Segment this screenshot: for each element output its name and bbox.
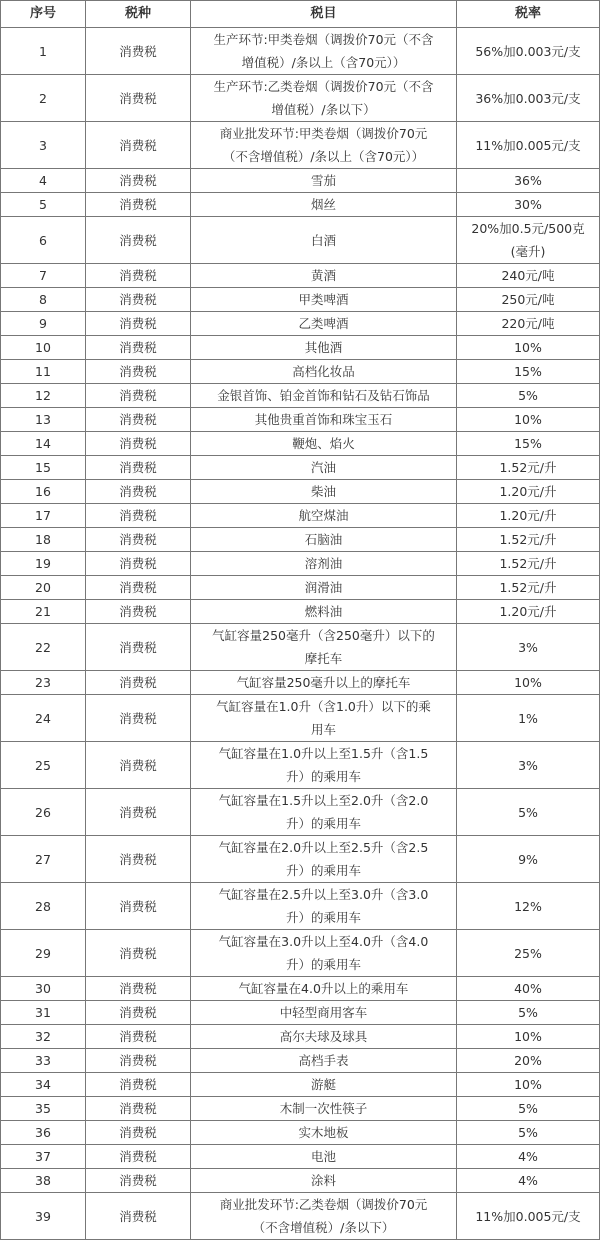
cell-index: 31 — [1, 1001, 86, 1025]
cell-index: 6 — [1, 217, 86, 264]
cell-tax-rate: 36% — [457, 169, 600, 193]
table-row — [1, 930, 600, 977]
table-row — [1, 528, 600, 552]
cell-tax-type: 消费税 — [86, 456, 191, 480]
cell-tax-item: 鞭炮、焰火 — [191, 432, 457, 456]
cell-tax-item: 实木地板 — [191, 1121, 457, 1145]
cell-index: 24 — [1, 695, 86, 742]
cell-tax-item: 其他贵重首饰和珠宝玉石 — [191, 408, 457, 432]
cell-index: 25 — [1, 742, 86, 789]
table-row — [1, 1193, 600, 1240]
cell-index: 17 — [1, 504, 86, 528]
table-row — [1, 671, 600, 695]
cell-index: 38 — [1, 1169, 86, 1193]
cell-tax-type: 消费税 — [86, 336, 191, 360]
table-row — [1, 1097, 600, 1121]
table-row — [1, 384, 600, 408]
cell-index: 26 — [1, 789, 86, 836]
cell-tax-type: 消费税 — [86, 1193, 191, 1240]
table-row — [1, 600, 600, 624]
cell-tax-rate: 3% — [457, 624, 600, 671]
cell-tax-item: 汽油 — [191, 456, 457, 480]
cell-tax-type: 消费税 — [86, 504, 191, 528]
cell-tax-rate: 20%加0.5元/500克 (毫升) — [457, 217, 600, 264]
table-row — [1, 28, 600, 75]
cell-tax-item: 烟丝 — [191, 193, 457, 217]
cell-tax-type: 消费税 — [86, 1169, 191, 1193]
cell-tax-type: 消费税 — [86, 432, 191, 456]
cell-tax-item: 木制一次性筷子 — [191, 1097, 457, 1121]
cell-tax-item: 金银首饰、铂金首饰和钻石及钻石饰品 — [191, 384, 457, 408]
cell-tax-type: 消费税 — [86, 288, 191, 312]
cell-tax-item: 润滑油 — [191, 576, 457, 600]
table-row — [1, 789, 600, 836]
cell-tax-type: 消费税 — [86, 836, 191, 883]
table-row — [1, 742, 600, 789]
header-tax-item: 税目 — [191, 1, 457, 28]
cell-tax-rate: 36%加0.003元/支 — [457, 75, 600, 122]
cell-tax-type: 消费税 — [86, 312, 191, 336]
table-row — [1, 432, 600, 456]
cell-tax-rate: 250元/吨 — [457, 288, 600, 312]
cell-tax-item: 甲类啤酒 — [191, 288, 457, 312]
cell-tax-rate: 5% — [457, 1121, 600, 1145]
cell-tax-item: 黄酒 — [191, 264, 457, 288]
cell-tax-rate: 3% — [457, 742, 600, 789]
cell-tax-rate: 11%加0.005元/支 — [457, 122, 600, 169]
cell-tax-item: 生产环节:甲类卷烟（调拨价70元（不含 增值税）/条以上（含70元）） — [191, 28, 457, 75]
cell-tax-item: 电池 — [191, 1145, 457, 1169]
cell-tax-type: 消费税 — [86, 1001, 191, 1025]
cell-tax-type: 消费税 — [86, 552, 191, 576]
cell-tax-item: 中轻型商用客车 — [191, 1001, 457, 1025]
cell-index: 16 — [1, 480, 86, 504]
cell-tax-rate: 4% — [457, 1145, 600, 1169]
cell-tax-item: 生产环节:乙类卷烟（调拨价70元（不含 增值税）/条以下） — [191, 75, 457, 122]
cell-tax-rate: 30% — [457, 193, 600, 217]
cell-tax-rate: 10% — [457, 336, 600, 360]
cell-tax-type: 消费税 — [86, 75, 191, 122]
cell-tax-rate: 11%加0.005元/支 — [457, 1193, 600, 1240]
cell-tax-rate: 10% — [457, 1025, 600, 1049]
table-row — [1, 288, 600, 312]
table-row — [1, 1121, 600, 1145]
cell-tax-item: 高档手表 — [191, 1049, 457, 1073]
table-row — [1, 1169, 600, 1193]
cell-tax-type: 消费税 — [86, 28, 191, 75]
table-row — [1, 1001, 600, 1025]
cell-index: 4 — [1, 169, 86, 193]
cell-tax-item: 雪茄 — [191, 169, 457, 193]
cell-index: 33 — [1, 1049, 86, 1073]
cell-index: 34 — [1, 1073, 86, 1097]
header-tax-rate: 税率 — [457, 1, 600, 28]
cell-tax-item: 高档化妆品 — [191, 360, 457, 384]
table-row — [1, 1025, 600, 1049]
cell-tax-item: 燃料油 — [191, 600, 457, 624]
cell-tax-type: 消费税 — [86, 217, 191, 264]
cell-index: 14 — [1, 432, 86, 456]
cell-tax-rate: 1.52元/升 — [457, 456, 600, 480]
cell-tax-rate: 1.20元/升 — [457, 600, 600, 624]
cell-index: 27 — [1, 836, 86, 883]
cell-index: 10 — [1, 336, 86, 360]
cell-index: 36 — [1, 1121, 86, 1145]
cell-index: 21 — [1, 600, 86, 624]
cell-tax-type: 消费税 — [86, 480, 191, 504]
cell-index: 32 — [1, 1025, 86, 1049]
cell-tax-item: 商业批发环节:甲类卷烟（调拨价70元 （不含增值税）/条以上（含70元）） — [191, 122, 457, 169]
cell-index: 5 — [1, 193, 86, 217]
table-row — [1, 122, 600, 169]
cell-tax-type: 消费税 — [86, 930, 191, 977]
table-row — [1, 552, 600, 576]
cell-tax-item: 气缸容量在2.5升以上至3.0升（含3.0 升）的乘用车 — [191, 883, 457, 930]
table-row — [1, 360, 600, 384]
cell-index: 18 — [1, 528, 86, 552]
cell-tax-rate: 1.52元/升 — [457, 576, 600, 600]
cell-index: 19 — [1, 552, 86, 576]
cell-tax-item: 气缸容量250毫升以上的摩托车 — [191, 671, 457, 695]
cell-tax-type: 消费税 — [86, 1121, 191, 1145]
cell-index: 29 — [1, 930, 86, 977]
table-row — [1, 480, 600, 504]
table-header-row — [1, 1, 600, 28]
table-row — [1, 169, 600, 193]
cell-tax-rate: 5% — [457, 1001, 600, 1025]
cell-index: 39 — [1, 1193, 86, 1240]
cell-tax-type: 消费税 — [86, 408, 191, 432]
cell-tax-item: 气缸容量在2.0升以上至2.5升（含2.5 升）的乘用车 — [191, 836, 457, 883]
cell-tax-rate: 240元/吨 — [457, 264, 600, 288]
cell-tax-item: 航空煤油 — [191, 504, 457, 528]
cell-tax-rate: 1.52元/升 — [457, 528, 600, 552]
cell-index: 37 — [1, 1145, 86, 1169]
cell-index: 15 — [1, 456, 86, 480]
cell-tax-item: 气缸容量在4.0升以上的乘用车 — [191, 977, 457, 1001]
cell-tax-rate: 12% — [457, 883, 600, 930]
cell-tax-item: 乙类啤酒 — [191, 312, 457, 336]
cell-tax-type: 消费税 — [86, 1049, 191, 1073]
table-row — [1, 312, 600, 336]
cell-tax-item: 游艇 — [191, 1073, 457, 1097]
cell-index: 1 — [1, 28, 86, 75]
cell-tax-type: 消费税 — [86, 1097, 191, 1121]
table-row — [1, 1145, 600, 1169]
cell-tax-rate: 10% — [457, 671, 600, 695]
cell-index: 8 — [1, 288, 86, 312]
cell-tax-rate: 5% — [457, 789, 600, 836]
cell-tax-rate: 1.52元/升 — [457, 552, 600, 576]
cell-tax-item: 其他酒 — [191, 336, 457, 360]
cell-index: 20 — [1, 576, 86, 600]
cell-tax-item: 高尔夫球及球具 — [191, 1025, 457, 1049]
cell-tax-rate: 20% — [457, 1049, 600, 1073]
cell-tax-type: 消费税 — [86, 742, 191, 789]
cell-index: 12 — [1, 384, 86, 408]
cell-index: 7 — [1, 264, 86, 288]
cell-tax-item: 白酒 — [191, 217, 457, 264]
cell-tax-item: 石脑油 — [191, 528, 457, 552]
cell-tax-rate: 1% — [457, 695, 600, 742]
cell-tax-type: 消费税 — [86, 360, 191, 384]
cell-tax-type: 消费税 — [86, 977, 191, 1001]
cell-index: 28 — [1, 883, 86, 930]
cell-tax-rate: 220元/吨 — [457, 312, 600, 336]
table-row — [1, 193, 600, 217]
cell-tax-type: 消费税 — [86, 1145, 191, 1169]
cell-tax-type: 消费税 — [86, 576, 191, 600]
cell-tax-item: 气缸容量在3.0升以上至4.0升（含4.0 升）的乘用车 — [191, 930, 457, 977]
cell-tax-rate: 10% — [457, 1073, 600, 1097]
cell-tax-item: 商业批发环节:乙类卷烟（调拨价70元 （不含增值税）/条以下） — [191, 1193, 457, 1240]
cell-tax-rate: 1.20元/升 — [457, 504, 600, 528]
cell-index: 9 — [1, 312, 86, 336]
table-row — [1, 408, 600, 432]
cell-tax-type: 消费税 — [86, 1025, 191, 1049]
cell-tax-type: 消费税 — [86, 384, 191, 408]
cell-tax-rate: 56%加0.003元/支 — [457, 28, 600, 75]
cell-tax-rate: 15% — [457, 360, 600, 384]
cell-tax-type: 消费税 — [86, 1073, 191, 1097]
cell-tax-item: 涂料 — [191, 1169, 457, 1193]
cell-index: 13 — [1, 408, 86, 432]
cell-index: 3 — [1, 122, 86, 169]
cell-tax-type: 消费税 — [86, 122, 191, 169]
cell-index: 35 — [1, 1097, 86, 1121]
table-row — [1, 336, 600, 360]
cell-tax-type: 消费税 — [86, 528, 191, 552]
cell-tax-type: 消费税 — [86, 600, 191, 624]
cell-index: 2 — [1, 75, 86, 122]
header-index: 序号 — [1, 1, 86, 28]
cell-tax-type: 消费税 — [86, 789, 191, 836]
cell-tax-rate: 1.20元/升 — [457, 480, 600, 504]
cell-index: 30 — [1, 977, 86, 1001]
table-row — [1, 1073, 600, 1097]
table-row — [1, 695, 600, 742]
cell-index: 11 — [1, 360, 86, 384]
table-row — [1, 1049, 600, 1073]
cell-tax-rate: 10% — [457, 408, 600, 432]
table-row — [1, 504, 600, 528]
header-tax-type: 税种 — [86, 1, 191, 28]
cell-index: 22 — [1, 624, 86, 671]
cell-tax-rate: 40% — [457, 977, 600, 1001]
cell-index: 23 — [1, 671, 86, 695]
cell-tax-type: 消费税 — [86, 193, 191, 217]
cell-tax-type: 消费税 — [86, 695, 191, 742]
cell-tax-item: 溶剂油 — [191, 552, 457, 576]
cell-tax-rate: 5% — [457, 384, 600, 408]
cell-tax-rate: 15% — [457, 432, 600, 456]
cell-tax-rate: 5% — [457, 1097, 600, 1121]
table-row — [1, 883, 600, 930]
table-row — [1, 456, 600, 480]
cell-tax-item: 气缸容量在1.0升（含1.0升）以下的乘 用车 — [191, 695, 457, 742]
cell-tax-type: 消费税 — [86, 169, 191, 193]
table-row — [1, 576, 600, 600]
table-row — [1, 264, 600, 288]
cell-tax-item: 气缸容量250毫升（含250毫升）以下的 摩托车 — [191, 624, 457, 671]
cell-tax-type: 消费税 — [86, 671, 191, 695]
cell-tax-type: 消费税 — [86, 883, 191, 930]
cell-tax-item: 气缸容量在1.0升以上至1.5升（含1.5 升）的乘用车 — [191, 742, 457, 789]
cell-tax-item: 柴油 — [191, 480, 457, 504]
table-row — [1, 977, 600, 1001]
table-row — [1, 836, 600, 883]
table-row — [1, 624, 600, 671]
cell-tax-type: 消费税 — [86, 264, 191, 288]
table-row — [1, 75, 600, 122]
cell-tax-rate: 9% — [457, 836, 600, 883]
table-row — [1, 217, 600, 264]
cell-tax-rate: 4% — [457, 1169, 600, 1193]
cell-tax-rate: 25% — [457, 930, 600, 977]
cell-tax-item: 气缸容量在1.5升以上至2.0升（含2.0 升）的乘用车 — [191, 789, 457, 836]
cell-tax-type: 消费税 — [86, 624, 191, 671]
